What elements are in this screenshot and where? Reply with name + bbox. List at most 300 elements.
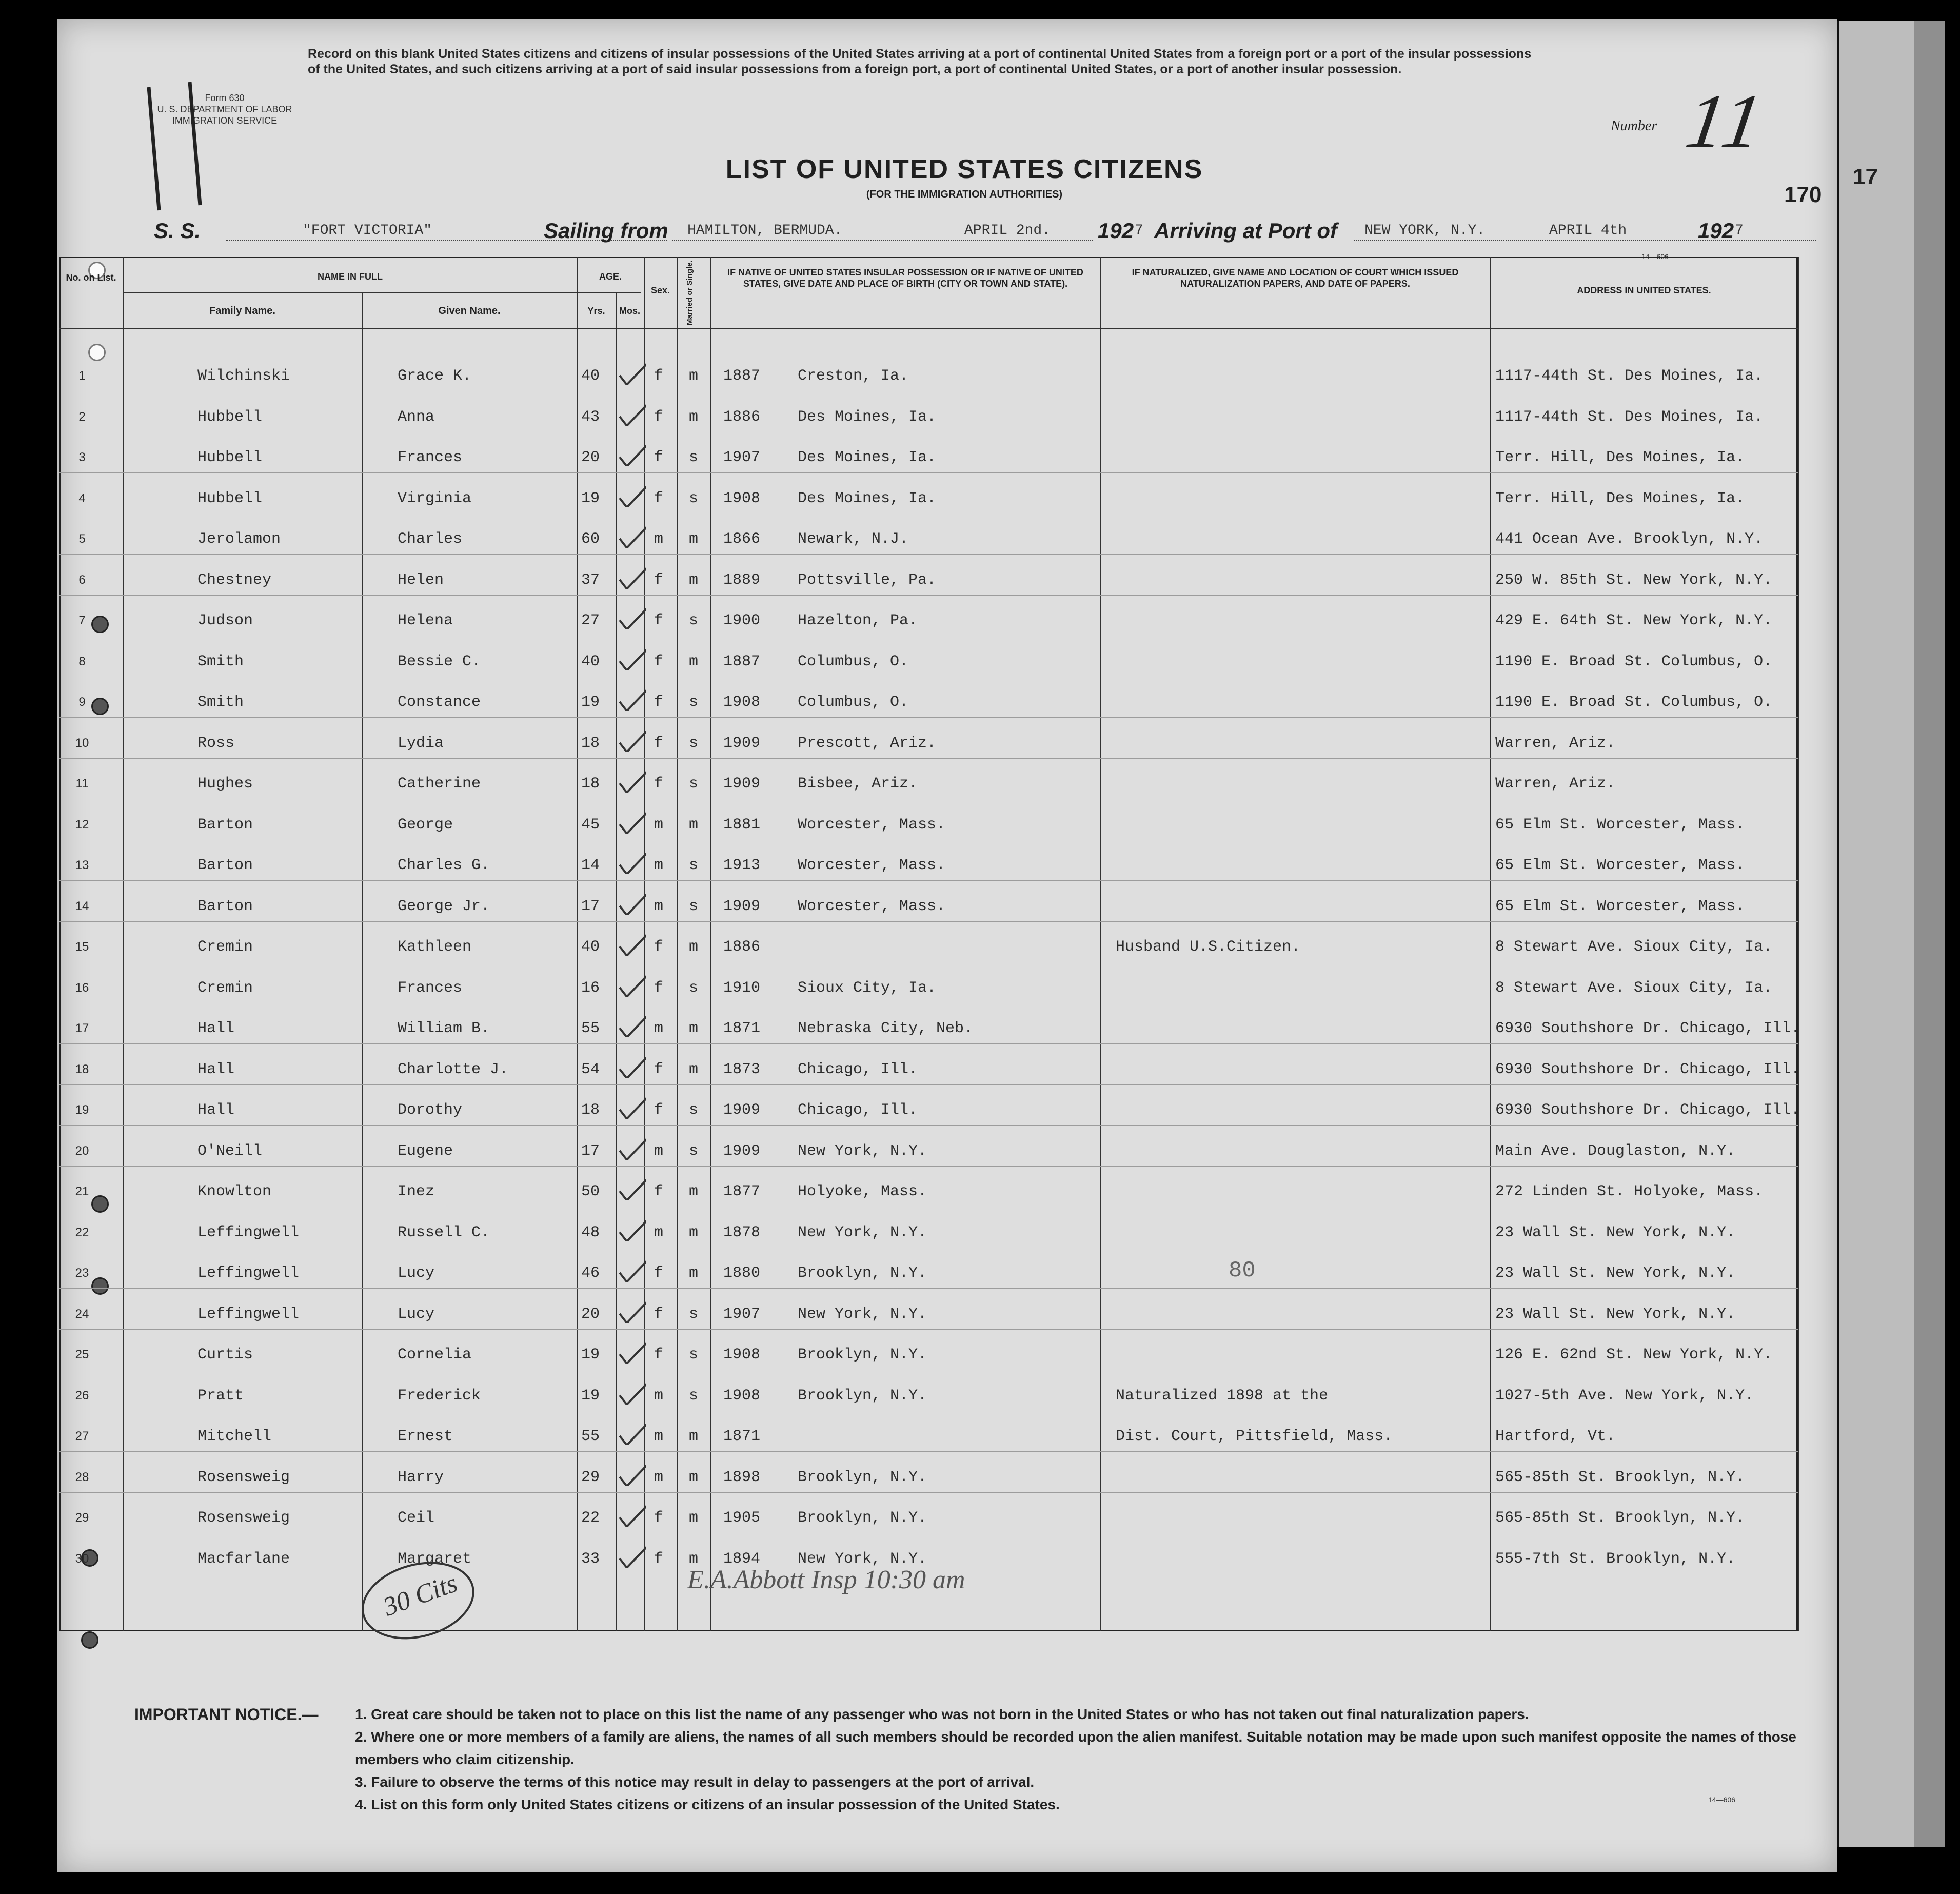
cell-sex: f (654, 734, 664, 752)
cell-sex: m (654, 1142, 664, 1160)
cell-no: 29 (75, 1511, 89, 1525)
cell-ms: s (689, 694, 699, 711)
cell-birth-place: Brooklyn, N.Y. (798, 1265, 927, 1282)
cell-address: 1190 E. Broad St. Columbus, O. (1495, 653, 1773, 670)
cell-address: Warren, Ariz. (1495, 734, 1616, 752)
cell-birth-year: 1889 (723, 571, 761, 589)
cell-ms: m (689, 1428, 699, 1445)
cell-birth-year: 1910 (723, 979, 761, 997)
cell-sex: f (654, 653, 664, 670)
check-mark-icon (616, 1053, 646, 1078)
cell-birth-year: 1913 (723, 857, 761, 874)
cell-given: Lucy (398, 1265, 435, 1282)
cell-yrs: 19 (581, 1346, 600, 1364)
cell-birth-place: Holyoke, Mass. (798, 1183, 927, 1200)
check-mark-icon (616, 1542, 646, 1568)
cell-given: Ernest (398, 1428, 453, 1445)
cell-ms: m (689, 1550, 699, 1568)
cell-no: 13 (75, 858, 89, 872)
footer-form-code: 14—606 (1708, 1796, 1735, 1804)
cell-yrs: 16 (581, 979, 600, 997)
header-years: Yrs. (587, 306, 605, 316)
cell-family: Jerolamon (197, 530, 281, 548)
cell-ms: s (689, 489, 699, 507)
cell-given: George Jr. (398, 897, 490, 915)
cell-address: Hartford, Vt. (1495, 1428, 1616, 1445)
cell-ms: s (689, 897, 699, 915)
cell-birth-year: 1907 (723, 1305, 761, 1323)
header-married-single: Married or Single. (685, 260, 694, 326)
next-page-number: 17 (1853, 164, 1878, 189)
cell-family: Mitchell (197, 1428, 272, 1445)
header-age: AGE. (599, 271, 622, 282)
cell-no: 18 (75, 1062, 89, 1076)
cell-family: Hubbell (197, 408, 263, 426)
cell-yrs: 22 (581, 1509, 600, 1527)
cell-address: 441 Ocean Ave. Brooklyn, N.Y. (1495, 530, 1764, 548)
cell-address: 6930 Southshore Dr. Chicago, Ill. (1495, 1060, 1800, 1078)
check-mark-icon (616, 604, 646, 629)
cell-address: 250 W. 85th St. New York, N.Y. (1495, 571, 1773, 589)
cell-ms: m (689, 816, 699, 834)
row-rule (59, 595, 1798, 596)
cell-yrs: 45 (581, 816, 600, 834)
check-mark-icon (616, 1012, 646, 1037)
cell-birth-place: Newark, N.J. (798, 530, 909, 548)
cell-yrs: 14 (581, 857, 600, 874)
col-rule (710, 257, 711, 1631)
ship-name: "FORT VICTORIA" (303, 223, 432, 239)
cell-yrs: 37 (581, 571, 600, 589)
col-rule (1100, 257, 1101, 1631)
cell-yrs: 19 (581, 489, 600, 507)
cell-sex: f (654, 775, 664, 793)
cell-no: 15 (75, 940, 89, 954)
cell-sex: m (654, 897, 664, 915)
notice-item-4: 4. List on this form only United States citizens or citizens of an insular possession of the United States. (355, 1797, 1060, 1812)
cell-no: 26 (75, 1388, 89, 1403)
cell-no: 6 (78, 573, 86, 587)
cell-ms: s (689, 1101, 699, 1119)
row-rule (59, 1125, 1798, 1126)
page-shadow (1914, 21, 1945, 1847)
col-rule (123, 257, 124, 1631)
cell-address: 272 Linden St. Holyoke, Mass. (1495, 1183, 1764, 1200)
cell-sex: f (654, 408, 664, 426)
cell-birth-year: 1907 (723, 449, 761, 466)
cell-given: Helen (398, 571, 444, 589)
page-number: 170 (1784, 182, 1822, 207)
cell-birth-year: 1877 (723, 1183, 761, 1200)
cell-family: Smith (197, 653, 244, 670)
cell-family: Pratt (197, 1387, 244, 1405)
cell-yrs: 27 (581, 612, 600, 629)
cell-yrs: 48 (581, 1224, 600, 1241)
cell-ms: s (689, 612, 699, 629)
cell-family: Hubbell (197, 489, 263, 507)
check-mark-icon (616, 1175, 646, 1200)
cell-given: Dorothy (398, 1101, 463, 1119)
col-rule (1798, 257, 1799, 1631)
cell-ms: m (689, 1265, 699, 1282)
cell-naturalized: Dist. Court, Pittsfield, Mass. (1116, 1428, 1393, 1445)
cell-ms: m (689, 938, 699, 956)
header-birth: IF NATIVE OF UNITED STATES INSULAR POSSESSION OR IF NATIVE OF UNITED STATES, GIVE DATE AND PLACE OF BIRTH (CITY OR TOWN AND STATE). (727, 267, 1083, 289)
cell-ms: s (689, 857, 699, 874)
cell-given: Frances (398, 979, 463, 997)
cell-yrs: 40 (581, 938, 600, 956)
check-mark-icon (616, 563, 646, 589)
cell-yrs: 18 (581, 734, 600, 752)
cell-family: Barton (197, 816, 253, 834)
circled-total-text: 30 Cits (379, 1568, 462, 1622)
cell-birth-place: Worcester, Mass. (798, 897, 946, 915)
cell-given: Eugene (398, 1142, 453, 1160)
header-bottom-rule (59, 328, 1798, 329)
from-port: HAMILTON, BERMUDA. (687, 223, 843, 239)
cell-family: Smith (197, 694, 244, 711)
cell-no: 2 (78, 409, 86, 424)
cell-no: 12 (75, 817, 89, 832)
cell-no: 1 (78, 369, 86, 383)
cell-family: Hall (197, 1020, 235, 1037)
cell-birth-year: 1871 (723, 1020, 761, 1037)
cell-birth-place: New York, N.Y. (798, 1550, 927, 1568)
cell-yrs: 19 (581, 1387, 600, 1405)
cell-sex: f (654, 449, 664, 466)
cell-naturalized: Naturalized 1898 at the (1116, 1387, 1329, 1405)
ss-label: S. S. (154, 219, 201, 243)
header-no: No. on List. (66, 272, 116, 283)
cell-birth-year: 1905 (723, 1509, 761, 1527)
notice-item-1: 1. Great care should be taken not to place on this list the name of any passenger who was not born in the United States or who has not taken out final naturalization papers. (355, 1706, 1529, 1722)
cell-sex: m (654, 530, 664, 548)
name-header-rule (123, 292, 641, 293)
cell-family: Barton (197, 857, 253, 874)
check-mark-icon (616, 1501, 646, 1527)
cell-birth-place: Worcester, Mass. (798, 816, 946, 834)
cell-sex: f (654, 694, 664, 711)
check-mark-icon (616, 1419, 646, 1445)
cell-ms: s (689, 1387, 699, 1405)
cell-no: 22 (75, 1225, 89, 1239)
cell-address: Terr. Hill, Des Moines, Ia. (1495, 449, 1745, 466)
cell-family: Hubbell (197, 449, 263, 466)
cell-birth-place: Nebraska City, Neb. (798, 1020, 974, 1037)
cell-given: William B. (398, 1020, 490, 1037)
header-address: ADDRESS IN UNITED STATES. (1577, 285, 1711, 295)
service-name: IMMIGRATION SERVICE (172, 115, 278, 126)
cell-family: Knowlton (197, 1183, 272, 1200)
cell-sex: f (654, 1305, 664, 1323)
arrival-date: APRIL 4th (1549, 223, 1627, 239)
cell-birth-place: Prescott, Ariz. (798, 734, 937, 752)
cell-no: 30 (75, 1551, 89, 1566)
cell-sex: m (654, 1020, 664, 1037)
cell-sex: f (654, 571, 664, 589)
check-mark-icon (616, 890, 646, 915)
cell-sex: f (654, 1101, 664, 1119)
row-rule (59, 1288, 1798, 1289)
cell-family: Chestney (197, 571, 272, 589)
cell-sex: f (654, 1509, 664, 1527)
cell-address: 1117-44th St. Des Moines, Ia. (1495, 408, 1764, 426)
arrival-port: NEW YORK, N.Y. (1364, 223, 1486, 239)
cell-given: Harry (398, 1468, 444, 1486)
check-mark-icon (616, 849, 646, 874)
inspector-signature: E.A.Abbott Insp 10:30 am (687, 1565, 965, 1594)
cell-sex: f (654, 612, 664, 629)
cell-address: 6930 Southshore Dr. Chicago, Ill. (1495, 1020, 1800, 1037)
cell-sex: f (654, 1060, 664, 1078)
cell-ms: s (689, 1346, 699, 1364)
page-title: LIST OF UNITED STATES CITIZENS (725, 154, 1203, 184)
check-mark-icon (616, 1216, 646, 1241)
cell-sex: m (654, 816, 664, 834)
cell-given: Ceil (398, 1509, 435, 1527)
cell-yrs: 17 (581, 897, 600, 915)
cell-family: Leffingwell (197, 1305, 300, 1323)
col-rule (577, 257, 578, 1631)
cell-no: 11 (75, 777, 89, 791)
cell-sex: f (654, 1550, 664, 1568)
cell-yrs: 40 (581, 367, 600, 385)
check-mark-icon (616, 1338, 646, 1364)
cell-sex: m (654, 1387, 664, 1405)
department-name: U. S. DEPARTMENT OF LABOR (157, 104, 292, 114)
header-sex: Sex. (650, 285, 670, 295)
cell-no: 4 (78, 491, 86, 505)
cell-yrs: 55 (581, 1020, 600, 1037)
cell-sex: f (654, 489, 664, 507)
cell-family: Judson (197, 612, 253, 629)
notice-lead: IMPORTANT NOTICE.— (134, 1705, 319, 1724)
cell-no: 5 (78, 532, 86, 546)
cell-ms: m (689, 1224, 699, 1241)
header-months: Mos. (619, 306, 640, 316)
row-rule (59, 880, 1798, 881)
check-mark-icon (616, 685, 646, 711)
cell-no: 9 (78, 695, 86, 709)
row-rule (59, 758, 1798, 759)
cell-birth-place: Brooklyn, N.Y. (798, 1468, 927, 1486)
cell-birth-place: Brooklyn, N.Y. (798, 1346, 927, 1364)
instructions-text: Record on this blank United States citizens and citizens of insular possessions of the United States arriving at a port of continental United States from a foreign port or a port of the insular possessions of the United States, and such citizens arriving at a port of said insular possessions from a foreign port, a port of continental United States, or a port of another insular possession. (308, 47, 1532, 76)
cell-family: Rosensweig (197, 1468, 290, 1486)
cell-birth-year: 1871 (723, 1428, 761, 1445)
check-mark-icon (616, 482, 646, 507)
cell-birth-place: Des Moines, Ia. (798, 489, 937, 507)
row-rule (59, 1166, 1798, 1167)
header-naturalized: IF NATURALIZED, GIVE NAME AND LOCATION OF COURT WHICH ISSUED NATURALIZATION PAPERS, AND DATE OF PAPERS. (1132, 267, 1459, 289)
cell-address: 1027-5th Ave. New York, N.Y. (1495, 1387, 1754, 1405)
notice-item-2: 2. Where one or more members of a family are aliens, the names of all such members should be recorded upon the alien manifest. Suitable notation may be made upon such manifest opposite the names of those members who claim citizenship. (355, 1729, 1796, 1767)
check-mark-icon (616, 1093, 646, 1119)
cell-address: 1117-44th St. Des Moines, Ia. (1495, 367, 1764, 385)
cell-address: 23 Wall St. New York, N.Y. (1495, 1305, 1736, 1323)
cell-ms: m (689, 1020, 699, 1037)
cell-given: Frederick (398, 1387, 481, 1405)
cell-no: 19 (75, 1103, 89, 1117)
row-rule (59, 921, 1798, 922)
check-mark-icon (616, 1256, 646, 1282)
cell-birth-place: Pottsville, Pa. (798, 571, 937, 589)
cell-birth-place: New York, N.Y. (798, 1142, 927, 1160)
cell-birth-year: 1880 (723, 1265, 761, 1282)
cell-birth-place: Chicago, Ill. (798, 1101, 918, 1119)
cell-given: Bessie C. (398, 653, 481, 670)
cell-birth-year: 1909 (723, 775, 761, 793)
cell-address: 555-7th St. Brooklyn, N.Y. (1495, 1550, 1736, 1568)
header-family-name: Family Name. (209, 305, 275, 317)
arrival-port-underline (1354, 240, 1816, 241)
cell-birth-place: Sioux City, Ia. (798, 979, 937, 997)
cell-family: Wilchinski (197, 367, 290, 385)
cell-sex: f (654, 1346, 664, 1364)
cell-yrs: 33 (581, 1550, 600, 1568)
cell-no: 21 (75, 1185, 89, 1198)
cell-no: 3 (78, 450, 86, 464)
cell-sex: f (654, 938, 664, 956)
row-rule (59, 1451, 1798, 1452)
cell-birth-place: Hazelton, Pa. (798, 612, 918, 629)
cell-birth-place: Des Moines, Ia. (798, 449, 937, 466)
col-rule (1490, 257, 1491, 1631)
from-port-underline (672, 240, 1093, 241)
cell-family: Ross (197, 734, 235, 752)
cell-ms: m (689, 1060, 699, 1078)
cell-birth-year: 1866 (723, 530, 761, 548)
check-mark-icon (616, 522, 646, 548)
handwritten-eleven-mark (128, 77, 231, 221)
cell-no: 10 (75, 736, 89, 750)
voyage-line (154, 214, 1847, 245)
cell-ms: s (689, 775, 699, 793)
form-number: Form 630 (205, 93, 245, 103)
cell-address: Warren, Ariz. (1495, 775, 1616, 793)
check-mark-icon (616, 400, 646, 426)
check-mark-icon (616, 1379, 646, 1405)
arrival-year-prefix: 192 (1698, 219, 1734, 243)
cell-address: 565-85th St. Brooklyn, N.Y. (1495, 1509, 1745, 1527)
cell-yrs: 20 (581, 1305, 600, 1323)
cell-birth-year: 1878 (723, 1224, 761, 1241)
cell-given: Grace K. (398, 367, 472, 385)
cell-address: 23 Wall St. New York, N.Y. (1495, 1224, 1736, 1241)
cell-address: 565-85th St. Brooklyn, N.Y. (1495, 1468, 1745, 1486)
cell-birth-place: Des Moines, Ia. (798, 408, 937, 426)
cell-no: 20 (75, 1143, 89, 1158)
cell-yrs: 55 (581, 1428, 600, 1445)
cell-address: Terr. Hill, Des Moines, Ia. (1495, 489, 1745, 507)
check-mark-icon (616, 1134, 646, 1160)
check-mark-icon (616, 767, 646, 793)
cell-ms: m (689, 408, 699, 426)
cell-no: 23 (75, 1266, 89, 1280)
cell-family: Cremin (197, 979, 253, 997)
cell-birth-place: Bisbee, Ariz. (798, 775, 918, 793)
cell-given: Charlotte J. (398, 1060, 509, 1078)
cell-ms: m (689, 1468, 699, 1486)
cell-given: Anna (398, 408, 435, 426)
cell-no: 24 (75, 1307, 89, 1321)
cell-given: Virginia (398, 489, 472, 507)
cell-sex: m (654, 857, 664, 874)
cell-birth-year: 1886 (723, 408, 761, 426)
cell-address: 8 Stewart Ave. Sioux City, Ia. (1495, 938, 1773, 956)
check-mark-icon (616, 808, 646, 834)
cell-yrs: 60 (581, 530, 600, 548)
cell-given: Lydia (398, 734, 444, 752)
number-label: Number (1611, 118, 1657, 134)
cell-ms: s (689, 734, 699, 752)
check-mark-icon (616, 726, 646, 752)
cell-given: Catherine (398, 775, 481, 793)
page-subtitle: (FOR THE IMMIGRATION AUTHORITIES) (866, 189, 1063, 200)
cell-ms: m (689, 1509, 699, 1527)
cell-address: Main Ave. Douglaston, N.Y. (1495, 1142, 1736, 1160)
cell-yrs: 29 (581, 1468, 600, 1486)
cell-birth-year: 1909 (723, 897, 761, 915)
cell-address: 1190 E. Broad St. Columbus, O. (1495, 694, 1773, 711)
cell-family: Rosensweig (197, 1509, 290, 1527)
cell-no: 28 (75, 1470, 89, 1484)
sail-year-digit: 7 (1135, 223, 1143, 239)
cell-birth-year: 1894 (723, 1550, 761, 1568)
check-mark-icon (616, 1297, 646, 1323)
cell-birth-year: 1898 (723, 1468, 761, 1486)
cell-birth-place: Brooklyn, N.Y. (798, 1387, 927, 1405)
cell-given: Russell C. (398, 1224, 490, 1241)
cell-no: 27 (75, 1429, 89, 1443)
cell-address: 6930 Southshore Dr. Chicago, Ill. (1495, 1101, 1800, 1119)
cell-birth-year: 1887 (723, 653, 761, 670)
cell-given: George (398, 816, 453, 834)
cell-birth-place: New York, N.Y. (798, 1305, 927, 1323)
cell-birth-year: 1909 (723, 1142, 761, 1160)
cell-family: Curtis (197, 1346, 253, 1364)
cell-ms: m (689, 571, 699, 589)
cell-given: Margaret (398, 1550, 472, 1568)
check-mark-icon (616, 1461, 646, 1486)
cell-family: Hall (197, 1101, 235, 1119)
cell-no: 14 (75, 899, 89, 913)
cell-yrs: 40 (581, 653, 600, 670)
cell-address: 23 Wall St. New York, N.Y. (1495, 1265, 1736, 1282)
row-rule (59, 1043, 1798, 1044)
cell-given: Charles G. (398, 857, 490, 874)
cell-birth-year: 1908 (723, 1387, 761, 1405)
cell-birth-year: 1908 (723, 489, 761, 507)
cell-address: 429 E. 64th St. New York, N.Y. (1495, 612, 1773, 629)
sail-date: APRIL 2nd. (964, 223, 1051, 239)
cell-family: Macfarlane (197, 1550, 290, 1568)
cell-birth-place: New York, N.Y. (798, 1224, 927, 1241)
cell-birth-place: Chicago, Ill. (798, 1060, 918, 1078)
cell-birth-place: Worcester, Mass. (798, 857, 946, 874)
arrival-year-digit: 7 (1735, 223, 1744, 239)
cell-birth-year: 1873 (723, 1060, 761, 1078)
cell-birth-year: 1900 (723, 612, 761, 629)
check-mark-icon (616, 359, 646, 385)
cell-birth-year: 1887 (723, 367, 761, 385)
cell-naturalized: Husband U.S.Citizen. (1116, 938, 1301, 956)
cell-ms: m (689, 530, 699, 548)
cell-yrs: 18 (581, 1101, 600, 1119)
cell-no: 8 (78, 654, 86, 668)
cell-yrs: 54 (581, 1060, 600, 1078)
cell-family: Leffingwell (197, 1224, 300, 1241)
